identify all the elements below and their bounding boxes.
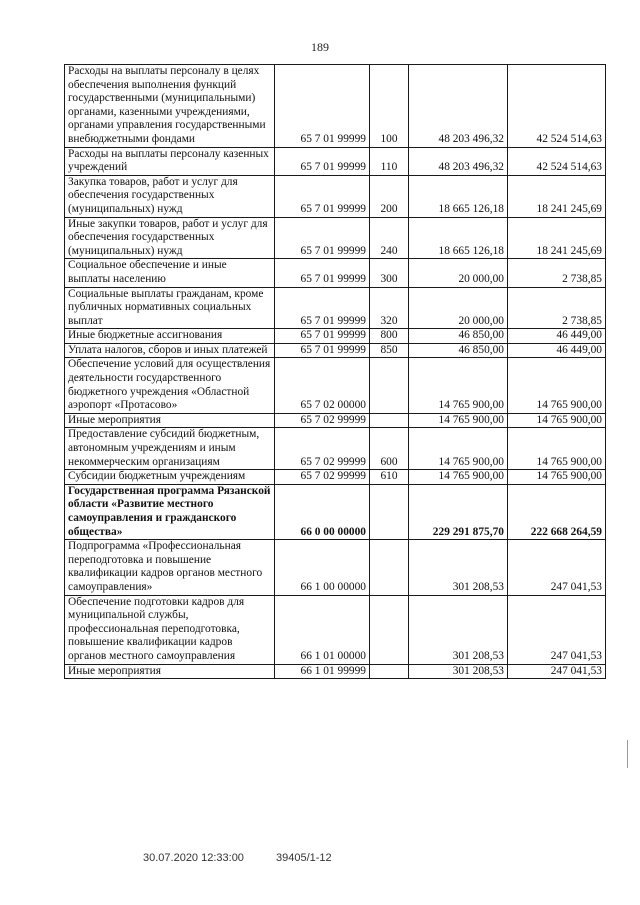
executed-amount-cell: 14 765 900,00 [508, 428, 606, 470]
target-article-code-cell: 66 0 00 00000 [275, 484, 370, 539]
executed-amount-cell: 2 738,85 [508, 259, 606, 287]
assigned-amount-cell: 46 850,00 [409, 343, 508, 358]
expense-name-cell: Предоставление субсидий бюджетным, автономным учреждениям и иным некоммерческим организациям [65, 428, 275, 470]
executed-amount-cell: 14 765 900,00 [508, 470, 606, 485]
target-article-code-cell: 65 7 01 99999 [275, 217, 370, 259]
expense-type-code-cell: 850 [370, 343, 409, 358]
expense-type-code-cell [370, 664, 409, 679]
document-footer [143, 852, 332, 864]
table-row [65, 540, 606, 595]
expense-type-code-cell [370, 595, 409, 664]
expense-name-cell: Закупка товаров, работ и услуг для обеспечения государственных (муниципальных) нужд [65, 175, 275, 217]
target-article-code-cell: 65 7 01 99999 [275, 287, 370, 329]
table-row [65, 147, 606, 175]
target-article-code-cell: 65 7 02 99999 [275, 413, 370, 428]
expense-type-code-cell [370, 358, 409, 413]
executed-amount-cell: 222 668 264,59 [508, 484, 606, 539]
target-article-code-cell: 65 7 01 99999 [275, 147, 370, 175]
assigned-amount-cell: 301 208,53 [409, 664, 508, 679]
expense-type-code-cell: 110 [370, 147, 409, 175]
table-row [65, 664, 606, 679]
expense-name-cell: Уплата налогов, сборов и иных платежей [65, 343, 275, 358]
table-row [65, 329, 606, 344]
table-row [65, 217, 606, 259]
assigned-amount-cell: 18 665 126,18 [409, 217, 508, 259]
executed-amount-cell: 247 041,53 [508, 540, 606, 595]
edge-mark [627, 740, 628, 768]
target-article-code-cell: 65 7 02 99999 [275, 470, 370, 485]
expense-type-code-cell [370, 540, 409, 595]
target-article-code-cell: 66 1 01 00000 [275, 595, 370, 664]
expense-type-code-cell: 800 [370, 329, 409, 344]
executed-amount-cell: 14 765 900,00 [508, 358, 606, 413]
executed-amount-cell: 2 738,85 [508, 287, 606, 329]
target-article-code-cell: 65 7 01 99999 [275, 343, 370, 358]
table-row [65, 287, 606, 329]
executed-amount-cell: 46 449,00 [508, 329, 606, 344]
expense-name-cell: Государственная программа Рязанской области «Развитие местного самоуправления и гражданского общества» [65, 484, 275, 539]
expense-name-cell: Подпрограмма «Профессиональная переподготовка и повышение квалификации кадров органов местного самоуправления» [65, 540, 275, 595]
expense-name-cell: Иные мероприятия [65, 664, 275, 679]
target-article-code-cell: 65 7 01 99999 [275, 175, 370, 217]
table-row [65, 470, 606, 485]
assigned-amount-cell: 20 000,00 [409, 287, 508, 329]
expense-type-code-cell: 240 [370, 217, 409, 259]
table-row [65, 65, 606, 148]
target-article-code-cell: 65 7 01 99999 [275, 329, 370, 344]
executed-amount-cell: 14 765 900,00 [508, 413, 606, 428]
assigned-amount-cell: 14 765 900,00 [409, 358, 508, 413]
expense-name-cell: Социальное обеспечение и иные выплаты населению [65, 259, 275, 287]
executed-amount-cell: 18 241 245,69 [508, 217, 606, 259]
table-row [65, 484, 606, 539]
table-row [65, 343, 606, 358]
table-row [65, 358, 606, 413]
assigned-amount-cell: 46 850,00 [409, 329, 508, 344]
expense-type-code-cell: 600 [370, 428, 409, 470]
expense-type-code-cell: 300 [370, 259, 409, 287]
budget-table-body [65, 65, 606, 679]
executed-amount-cell: 42 524 514,63 [508, 65, 606, 148]
expense-name-cell: Расходы на выплаты персоналу в целях обеспечения выполнения функций государственными (муниципальными) органами, казенными учреждениями, органами управления государственными внебюджетными фондами [65, 65, 275, 148]
page-number: 189 [311, 40, 329, 54]
footer-doc-code: 39405/1-12 [276, 852, 332, 864]
assigned-amount-cell: 301 208,53 [409, 595, 508, 664]
expense-type-code-cell [370, 413, 409, 428]
assigned-amount-cell: 18 665 126,18 [409, 175, 508, 217]
target-article-code-cell: 65 7 01 99999 [275, 65, 370, 148]
assigned-amount-cell: 14 765 900,00 [409, 413, 508, 428]
table-row [65, 175, 606, 217]
expense-name-cell: Расходы на выплаты персоналу казенных учреждений [65, 147, 275, 175]
target-article-code-cell: 65 7 02 99999 [275, 428, 370, 470]
table-row [65, 413, 606, 428]
expense-type-code-cell: 200 [370, 175, 409, 217]
table-row [65, 259, 606, 287]
expense-type-code-cell: 610 [370, 470, 409, 485]
target-article-code-cell: 65 7 01 99999 [275, 259, 370, 287]
target-article-code-cell: 66 1 00 00000 [275, 540, 370, 595]
expense-name-cell: Социальные выплаты гражданам, кроме публичных нормативных социальных выплат [65, 287, 275, 329]
expense-name-cell: Обеспечение условий для осуществления деятельности государственного бюджетного учреждения «Областной аэропорт «Протасово» [65, 358, 275, 413]
expense-name-cell: Иные бюджетные ассигнования [65, 329, 275, 344]
target-article-code-cell: 66 1 01 99999 [275, 664, 370, 679]
expense-type-code-cell: 100 [370, 65, 409, 148]
expense-name-cell: Иные закупки товаров, работ и услуг для обеспечения государственных (муниципальных) нужд [65, 217, 275, 259]
budget-table [64, 64, 606, 679]
assigned-amount-cell: 48 203 496,32 [409, 65, 508, 148]
expense-type-code-cell: 320 [370, 287, 409, 329]
expense-name-cell: Обеспечение подготовки кадров для муниципальной службы, профессиональная переподготовка, повышение квалификации кадров органов местного самоуправления [65, 595, 275, 664]
table-row [65, 428, 606, 470]
assigned-amount-cell: 48 203 496,32 [409, 147, 508, 175]
assigned-amount-cell: 301 208,53 [409, 540, 508, 595]
footer-timestamp: 30.07.2020 12:33:00 [143, 852, 244, 864]
executed-amount-cell: 247 041,53 [508, 664, 606, 679]
executed-amount-cell: 42 524 514,63 [508, 147, 606, 175]
expense-name-cell: Субсидии бюджетным учреждениям [65, 470, 275, 485]
table-row [65, 595, 606, 664]
assigned-amount-cell: 20 000,00 [409, 259, 508, 287]
target-article-code-cell: 65 7 02 00000 [275, 358, 370, 413]
assigned-amount-cell: 229 291 875,70 [409, 484, 508, 539]
expense-name-cell: Иные мероприятия [65, 413, 275, 428]
expense-type-code-cell [370, 484, 409, 539]
executed-amount-cell: 247 041,53 [508, 595, 606, 664]
executed-amount-cell: 46 449,00 [508, 343, 606, 358]
executed-amount-cell: 18 241 245,69 [508, 175, 606, 217]
assigned-amount-cell: 14 765 900,00 [409, 428, 508, 470]
assigned-amount-cell: 14 765 900,00 [409, 470, 508, 485]
